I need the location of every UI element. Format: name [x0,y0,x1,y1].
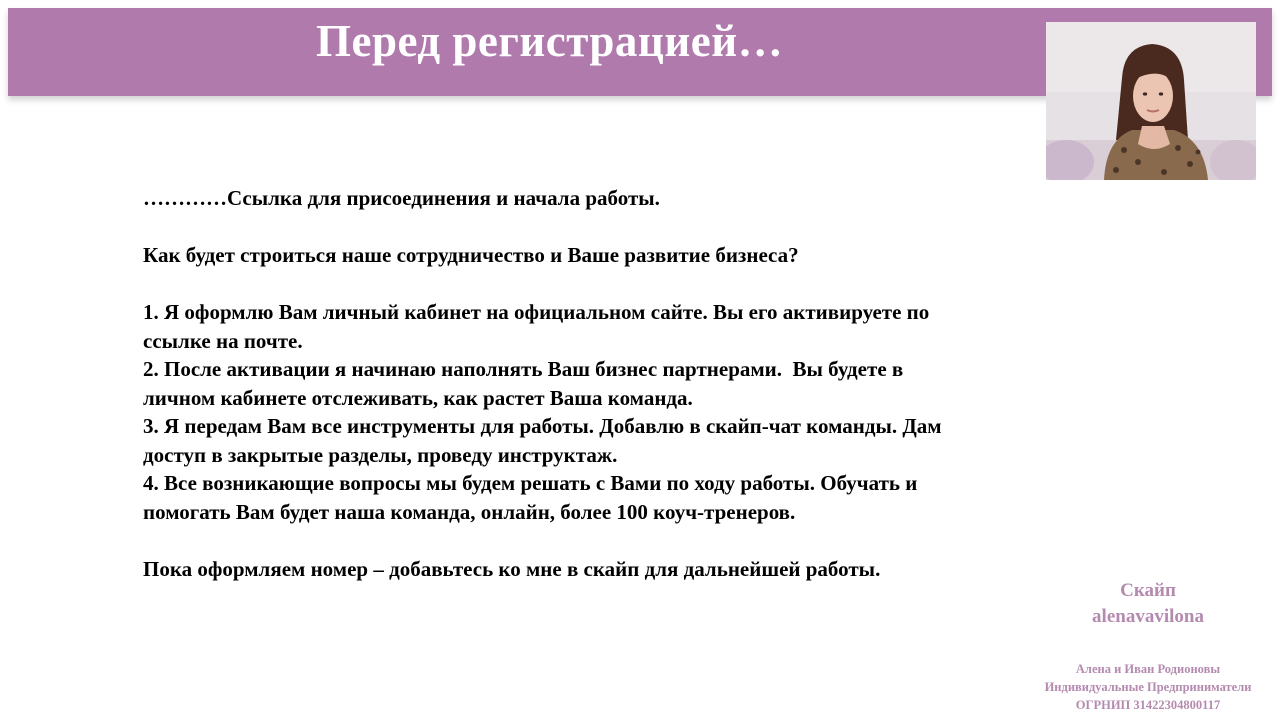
body-line-step-3b: доступ в закрытые разделы, проведу инструктаж. [143,442,618,467]
footer-registration: ОГРНИП 31422304800117 [1075,698,1221,712]
body-line-step-2a: 2. После активации я начинаю наполнять Ваш бизнес партнерами. Вы будете в [143,357,904,381]
footer-credits [1020,660,1276,714]
body-line-question: Как будет строиться наше сотрудничество и Ваше развитие бизнеса? [143,243,799,267]
body-line-spacer [143,526,1043,555]
footer-names: Алена и Иван Родионовы [1075,662,1221,676]
body-line-step-1b: ссылке на почте. [143,328,303,353]
body-line-intro: …………Ссылка для присоединения и начала работы. [143,186,660,210]
presenter-video-frame [1046,22,1256,180]
body-line-step-3a: 3. Я передам Вам все инструменты для работы. Добавлю в скайп-чат команды. Дам [143,414,942,438]
top-strip [0,0,1280,8]
footer-role: Индивидуальные Предприниматели [1044,680,1252,694]
body-line-closing: Пока оформляем номер – добавьтесь ко мне в скайп для дальнейшей работы. [143,556,881,581]
skype-label: Скайп [1120,580,1176,601]
webcam-video-overlay [1046,22,1256,180]
skype-username: alenavavilona [1092,606,1204,627]
body-line-step-4b: помогать Вам будет наша команда, онлайн, более 100 коуч-тренеров. [143,499,796,524]
body-line-step-1a: 1. Я оформлю Вам личный кабинет на официальном сайте. Вы его активируете по [143,300,930,324]
slide-body [143,184,1043,583]
body-line-step-2b: личном кабинете отслеживать, как растет Ваша команда. [143,385,693,410]
body-line-spacer [143,213,1043,242]
body-line-spacer [143,270,1043,299]
slide-title: Перед регистрацией… [316,16,784,66]
body-line-step-4a: 4. Все возникающие вопросы мы будем решать с Вами по ходу работы. Обучать и [143,471,918,495]
skype-contact [1060,578,1236,630]
